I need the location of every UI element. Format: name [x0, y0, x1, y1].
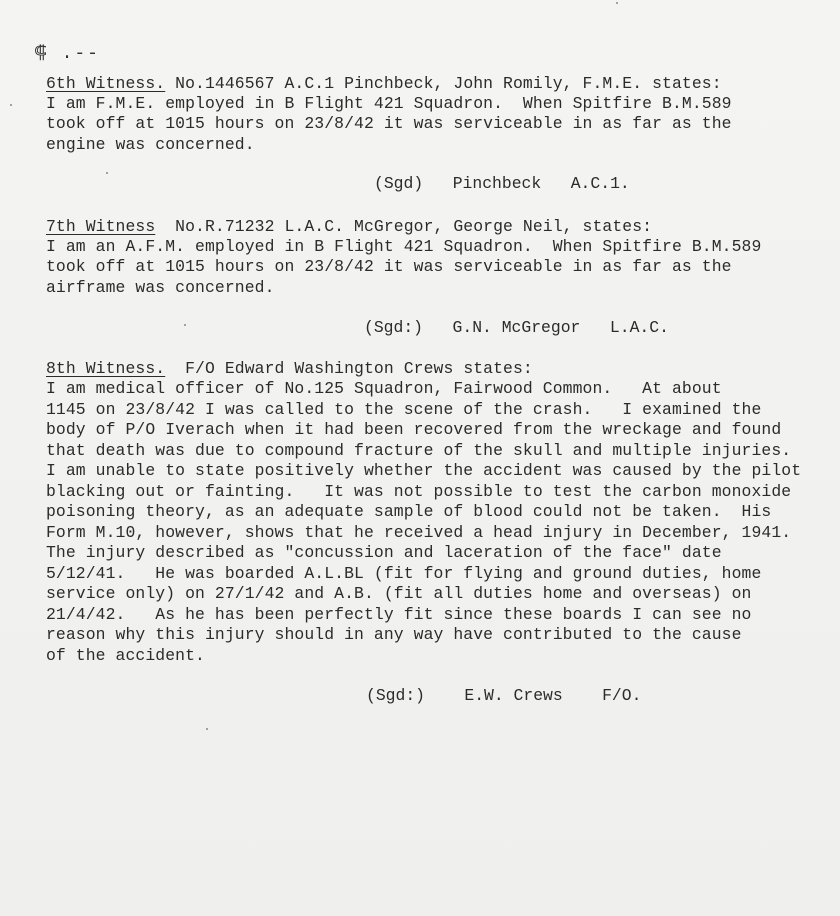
witness8-line-9: The injury described as "concussion and laceration of the face" date — [46, 543, 722, 562]
speck — [106, 172, 108, 174]
handwritten-mark: ⸿ .‐‐ — [34, 44, 100, 64]
witness8-line-11: service only) on 27/1/42 and A.B. (fit all duties home and overseas) on — [46, 584, 752, 603]
witness6-line-2: took off at 1015 hours on 23/8/42 it was serviceable in as far as the — [46, 114, 732, 133]
witness7-line-2: took off at 1015 hours on 23/8/42 it was serviceable in as far as the — [46, 257, 732, 276]
witness8-line-2: 1145 on 23/8/42 I was called to the scene of the crash. I examined the — [46, 400, 762, 419]
witness7-signature: (Sgd:) G.N. McGregor L.A.C. — [364, 318, 669, 337]
witness8-intro: F/O Edward Washington Crews states: — [165, 359, 533, 378]
witness7-line-1: I am an A.F.M. employed in B Flight 421 Squadron. When Spitfire B.M.589 — [46, 237, 762, 256]
witness8-line-7: poisoning theory, as an adequate sample of blood could not be taken. His — [46, 502, 772, 521]
witness8-line-12: 21/4/42. As he has been perfectly fit since these boards I can see no — [46, 605, 752, 624]
witness7-intro: No.R.71232 L.A.C. McGregor, George Neil, states: — [155, 217, 653, 236]
witness6-signature: (Sgd) Pinchbeck A.C.1. — [374, 174, 630, 193]
witness8-line-14: of the accident. — [46, 646, 205, 665]
witness6-intro: No.1446567 A.C.1 Pinchbeck, John Romily, F.M.E. states: — [165, 74, 722, 93]
witness8-signature: (Sgd:) E.W. Crews F/O. — [366, 686, 642, 705]
witness7-heading: 7th Witness — [46, 217, 156, 236]
witness8-line-8: Form M.10, however, shows that he received a head injury in December, 1941. — [46, 523, 792, 542]
witness7-line-3: airframe was concerned. — [46, 278, 275, 297]
witness8-line-10: 5/12/41. He was boarded A.L.BL (fit for flying and ground duties, home — [46, 564, 762, 583]
speck — [10, 104, 12, 106]
witness6-heading: 6th Witness. — [46, 74, 166, 93]
witness8-line-4: that death was due to compound fracture of the skull and multiple injuries. — [46, 441, 792, 460]
witness6-header — [46, 74, 722, 94]
speck — [206, 728, 208, 730]
speck — [616, 2, 618, 4]
witness8-line-13: reason why this injury should in any way have contributed to the cause — [46, 625, 742, 644]
witness8-line-6: blacking out or fainting. It was not possible to test the carbon monoxide — [46, 482, 792, 501]
witness6-line-1: I am F.M.E. employed in B Flight 421 Squadron. When Spitfire B.M.589 — [46, 94, 732, 113]
witness6-line-3: engine was concerned. — [46, 135, 255, 154]
witness7-header — [46, 217, 652, 237]
speck — [184, 324, 186, 326]
witness8-heading: 8th Witness. — [46, 359, 166, 378]
witness8-line-5: I am unable to state positively whether the accident was caused by the pilot — [46, 461, 802, 480]
witness8-header — [46, 359, 533, 379]
witness8-line-1: I am medical officer of No.125 Squadron, Fairwood Common. At about — [46, 379, 722, 398]
witness8-line-3: body of P/O Iverach when it had been recovered from the wreckage and found — [46, 420, 782, 439]
